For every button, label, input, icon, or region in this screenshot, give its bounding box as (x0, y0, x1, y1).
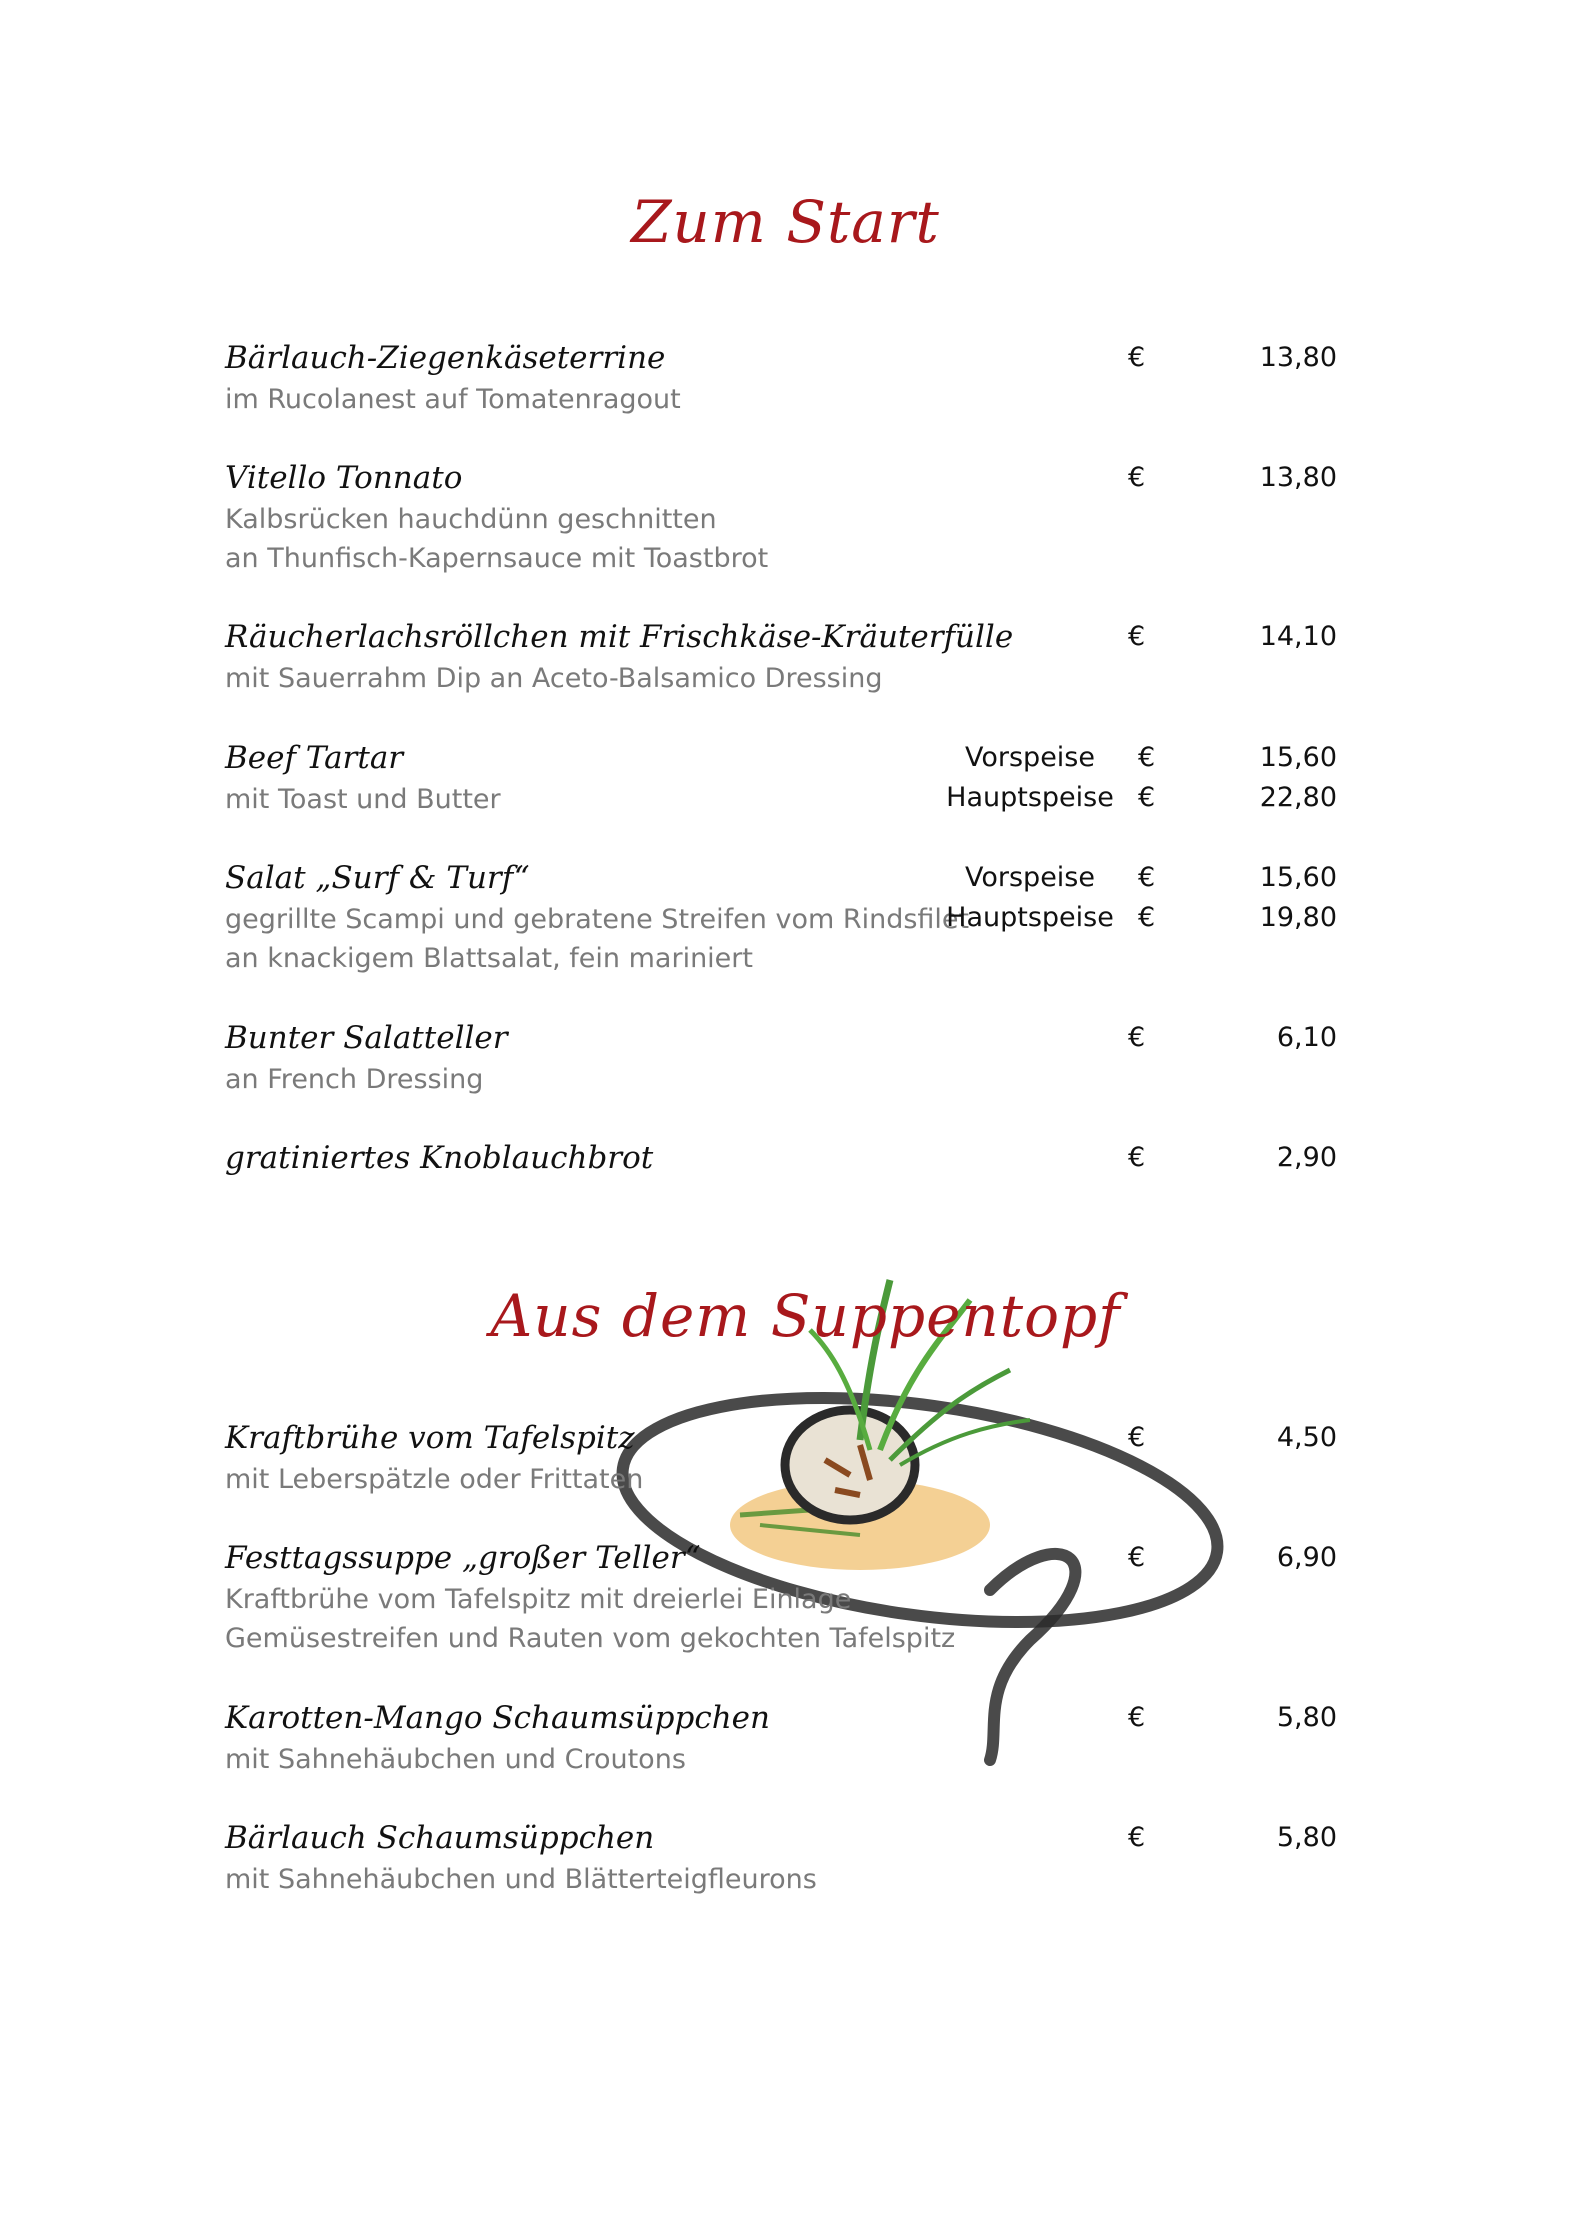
dish-description: gegrillte Scampi und gebratene Streifen vom Rindsfilet (225, 904, 970, 935)
currency-symbol: € (1138, 902, 1156, 933)
currency-symbol: € (1128, 462, 1146, 493)
dish-price: 4,50 (1276, 1422, 1337, 1453)
dish-price: 13,80 (1259, 462, 1337, 493)
currency-symbol: € (1128, 1142, 1146, 1173)
dish-name: Kraftbrühe vom Tafelspitz (225, 1420, 635, 1456)
dish-price: 6,90 (1276, 1542, 1337, 1573)
currency-symbol: € (1128, 342, 1146, 373)
dish-price: 19,80 (1259, 902, 1337, 933)
currency-symbol: € (1128, 1422, 1146, 1453)
currency-symbol: € (1128, 1022, 1146, 1053)
currency-symbol: € (1128, 621, 1146, 652)
dish-price: 22,80 (1259, 782, 1337, 813)
dish-description: an Thunfisch-Kapernsauce mit Toastbrot (225, 543, 769, 574)
dish-description: Kraftbrühe vom Tafelspitz mit dreierlei Einlage (225, 1584, 852, 1615)
currency-symbol: € (1138, 862, 1156, 893)
currency-symbol: € (1128, 1822, 1146, 1853)
dish-description: im Rucolanest auf Tomatenragout (225, 384, 681, 415)
section-title-aus-dem-suppentopf: Aus dem Suppentopf (490, 1282, 1121, 1350)
dish-name: Vitello Tonnato (225, 460, 463, 496)
dish-price: 6,10 (1276, 1022, 1337, 1053)
section-title-zum-start: Zum Start (631, 188, 940, 256)
dish-name: Räucherlachsröllchen mit Frischkäse-Kräuterfülle (225, 619, 1014, 655)
dish-name: Bunter Salatteller (225, 1020, 508, 1056)
dish-name: Beef Tartar (225, 740, 404, 776)
portion-size: Vorspeise (965, 862, 1095, 893)
dish-price: 14,10 (1259, 621, 1337, 652)
dish-price: 5,80 (1276, 1702, 1337, 1733)
dish-price: 15,60 (1259, 742, 1337, 773)
dish-name: Salat „Surf & Turf“ (225, 860, 530, 896)
currency-symbol: € (1128, 1702, 1146, 1733)
dish-description: Kalbsrücken hauchdünn geschnitten (225, 504, 717, 535)
dish-description: an French Dressing (225, 1064, 484, 1095)
currency-symbol: € (1138, 742, 1156, 773)
dish-description: mit Sahnehäubchen und Croutons (225, 1744, 686, 1775)
dish-name: Festtagssuppe „großer Teller“ (225, 1540, 701, 1576)
dish-description: mit Toast und Butter (225, 784, 501, 815)
dish-description: mit Sauerrahm Dip an Aceto-Balsamico Dressing (225, 663, 883, 694)
portion-size: Hauptspeise (946, 902, 1114, 933)
currency-symbol: € (1128, 1542, 1146, 1573)
dish-description: mit Leberspätzle oder Frittaten (225, 1464, 644, 1495)
dish-name: Karotten-Mango Schaumsüppchen (225, 1700, 770, 1736)
portion-size: Hauptspeise (946, 782, 1114, 813)
dish-price: 15,60 (1259, 862, 1337, 893)
dish-price: 2,90 (1276, 1142, 1337, 1173)
portion-size: Vorspeise (965, 742, 1095, 773)
currency-symbol: € (1138, 782, 1156, 813)
dish-name: Bärlauch Schaumsüppchen (225, 1820, 655, 1856)
dish-name: gratiniertes Knoblauchbrot (225, 1140, 654, 1176)
dish-price: 13,80 (1259, 342, 1337, 373)
dish-description: mit Sahnehäubchen und Blätterteigfleurons (225, 1864, 817, 1895)
dish-name: Bärlauch-Ziegenkäseterrine (225, 340, 666, 376)
dish-price: 5,80 (1276, 1822, 1337, 1853)
dish-description: an knackigem Blattsalat, fein mariniert (225, 943, 753, 974)
dish-description: Gemüsestreifen und Rauten vom gekochten Tafelspitz (225, 1623, 956, 1654)
